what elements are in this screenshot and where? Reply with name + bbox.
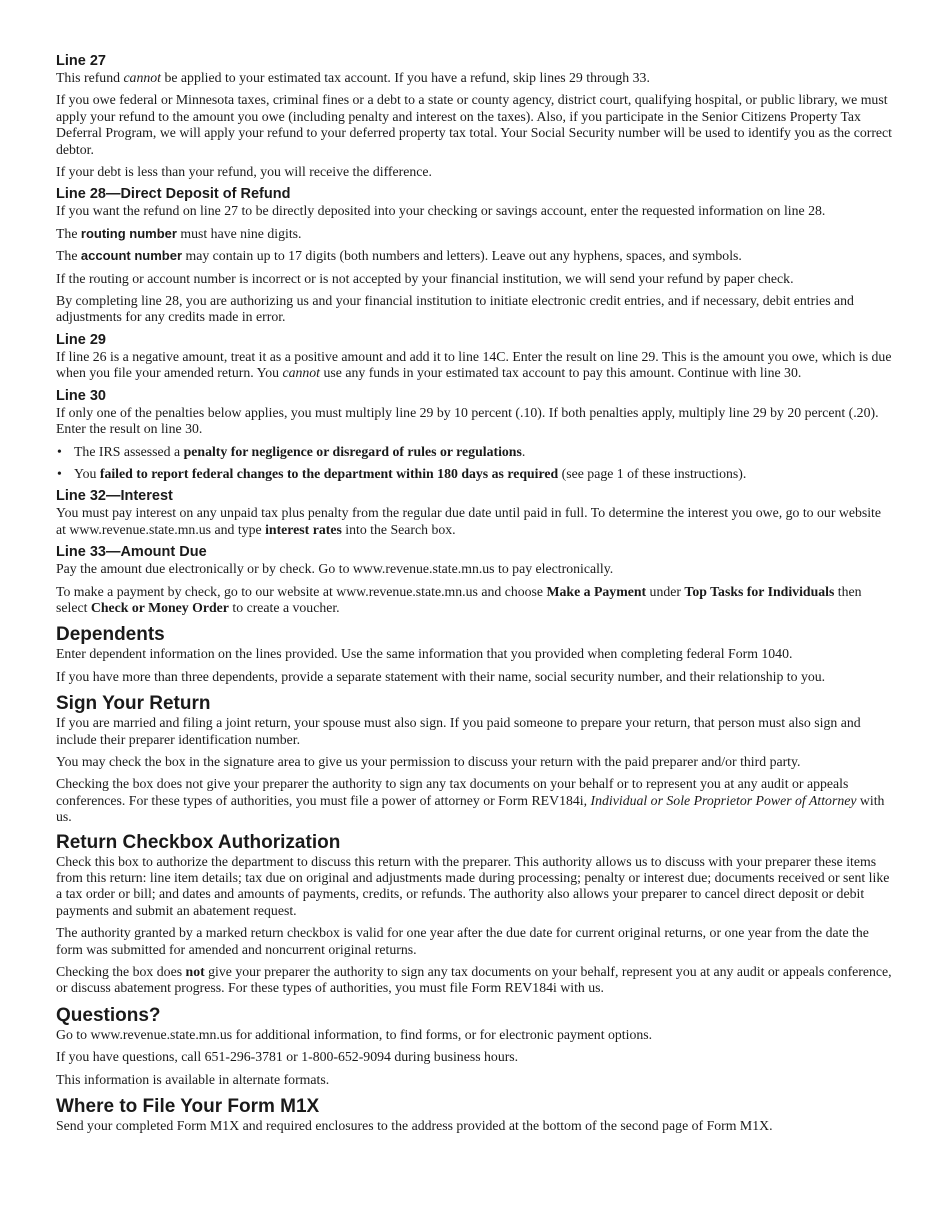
section-questions (56, 1005, 894, 1088)
heading-line-29: Line 29 (56, 331, 106, 348)
section-line-28 (56, 186, 894, 325)
heading-line-33: Line 33—Amount Due (56, 544, 207, 561)
paragraph: You must pay interest on any unpaid tax plus penalty from the regular due date until paid in full. To determine the interest you owe, go to our website at www.revenue.state.mn.us and type interest rates into the Search box. (56, 505, 882, 537)
heading-line-30: Line 30 (56, 387, 106, 404)
section-line-30 (56, 388, 894, 483)
heading-line-27: Line 27 (56, 53, 106, 69)
bullet-icon: • (57, 465, 62, 481)
section-return-checkbox-authorization (56, 832, 894, 997)
paragraph: If line 26 is a negative amount, treat it as a positive amount and add it to line 14C. Enter the result on line 29. This is the amount you owe, which is due when you file your amended return. You cannot use any funds in your estimated tax account to pay this amount. Continue with line 30. (56, 348, 892, 381)
paragraph: This information is available in alternate formats. (56, 1071, 330, 1087)
paragraph: If the routing or account number is incorrect or is not accepted by your financial institution, we will send your refund by paper check. (56, 270, 794, 286)
paragraph: Check this box to authorize the department to discuss this return with the preparer. This authority allows us to discuss with your preparer these items from this return: line item details; tax due on original and adjustments made during processing; penalty or interest due; documents received or sent like a tax order or bill; and dates and amounts of payments, credits, or refunds. The authority also allows your preparer to cancel direct deposit or debit payments and submit an abatement request. (56, 853, 890, 918)
term-account-number: account number (80, 248, 183, 264)
section-line-32 (56, 488, 894, 538)
section-dependents (56, 624, 894, 685)
paragraph: If you have questions, call 651-296-3781 or 1-800-652-9094 during business hours. (56, 1049, 519, 1065)
paragraph: Pay the amount due electronically or by check. Go to www.revenue.state.mn.us to pay electronically. (56, 561, 614, 577)
list-item: • The IRS assessed a penalty for negligence or disregard of rules or regulations. (57, 443, 526, 459)
section-sign-your-return (56, 693, 894, 825)
heading-where-to-file: Where to File Your Form M1X (56, 1096, 320, 1118)
list-item: • You failed to report federal changes to the department within 180 days as required (see page 1 of these instructions). (57, 465, 747, 481)
term-routing-number: routing number (80, 225, 177, 241)
heading-line-32: Line 32—Interest (56, 488, 173, 505)
section-line-29 (56, 332, 894, 382)
paragraph: The account number may contain up to 17 digits (both numbers and letters). Leave out any hyphens, spaces, and symbols. (56, 248, 742, 264)
paragraph: If you are married and filing a joint return, your spouse must also sign. If you paid someone to prepare your return, that person must also sign and include their preparer identification number. (56, 715, 861, 747)
paragraph: Go to www.revenue.state.mn.us for additional information, to find forms, or for electronic payment options. (56, 1026, 653, 1042)
heading-sign-your-return: Sign Your Return (56, 693, 211, 715)
section-line-33 (56, 544, 894, 616)
paragraph: If only one of the penalties below applies, you must multiply line 29 by 10 percent (.10). If both penalties apply, multiply line 29 by 20 percent (.20). Enter the result on line 30. (56, 404, 879, 437)
paragraph: You may check the box in the signature area to give us your permission to discuss your return with the paid preparer and/or third party. (56, 753, 801, 769)
paragraph: If you want the refund on line 27 to be directly deposited into your checking or savings account, enter the requested information on line 28. (56, 203, 826, 219)
paragraph: By completing line 28, you are authorizing us and your financial institution to initiate electronic credit entries, and if necessary, debit entries and adjustments for any credits made in error. (56, 293, 854, 325)
paragraph: Checking the box does not give your preparer the authority to sign any tax documents on your behalf or to represent you at any audit or appeals conferences. For these types of authorities, you must file a power of attorney or Form REV184i, Individual or Sole Proprietor Power of Attorney with us. (56, 776, 885, 825)
paragraph: The authority granted by a marked return checkbox is valid for one year after the due date for current original returns, or one year from the date the form was submitted for amended and noncurrent original returns. (56, 925, 869, 957)
instructions-page (56, 53, 894, 1140)
paragraph: Checking the box does not give your preparer the authority to sign any tax documents on your behalf, represent you at any audit or appeals conference, or discuss abatement progress. For these types of authorities, you must file Form REV184i with us. (56, 964, 892, 996)
paragraph: If you have more than three dependents, provide a separate statement with their name, social security number, and their relationship to you. (56, 668, 826, 684)
heading-dependents: Dependents (56, 624, 165, 646)
section-where-to-file (56, 1096, 894, 1134)
paragraph: If your debt is less than your refund, you will receive the difference. (56, 164, 432, 180)
paragraph: The routing number must have nine digits. (56, 225, 302, 241)
paragraph: Enter dependent information on the lines provided. Use the same information that you provided when completing federal Form 1040. (56, 646, 793, 662)
paragraph: Send your completed Form M1X and required enclosures to the address provided at the bottom of the second page of Form M1X. (56, 1118, 773, 1134)
bullet-icon: • (57, 443, 62, 459)
section-line-27 (56, 53, 894, 180)
heading-questions: Questions? (56, 1004, 161, 1026)
paragraph: To make a payment by check, go to our website at www.revenue.state.mn.us and choose Make a Payment under Top Tasks for Individuals then select Check or Money Order to create a voucher. (56, 583, 862, 615)
paragraph: This refund cannot be applied to your estimated tax account. If you have a refund, skip lines 29 through 33. (56, 70, 650, 85)
paragraph: If you owe federal or Minnesota taxes, criminal fines or a debt to a state or county agency, district court, qualifying hospital, or public library, we must apply your refund to the amount you owe (including penalty and interest on the taxes). Also, if you participate in the Senior Citizens Property Tax Deferral Program, we will apply your refund to your deferred property tax total. Your Social Security number will be used to identify you as the correct debtor. (56, 92, 893, 157)
heading-return-checkbox-authorization: Return Checkbox Authorization (56, 831, 341, 853)
heading-line-28: Line 28—Direct Deposit of Refund (56, 186, 291, 203)
